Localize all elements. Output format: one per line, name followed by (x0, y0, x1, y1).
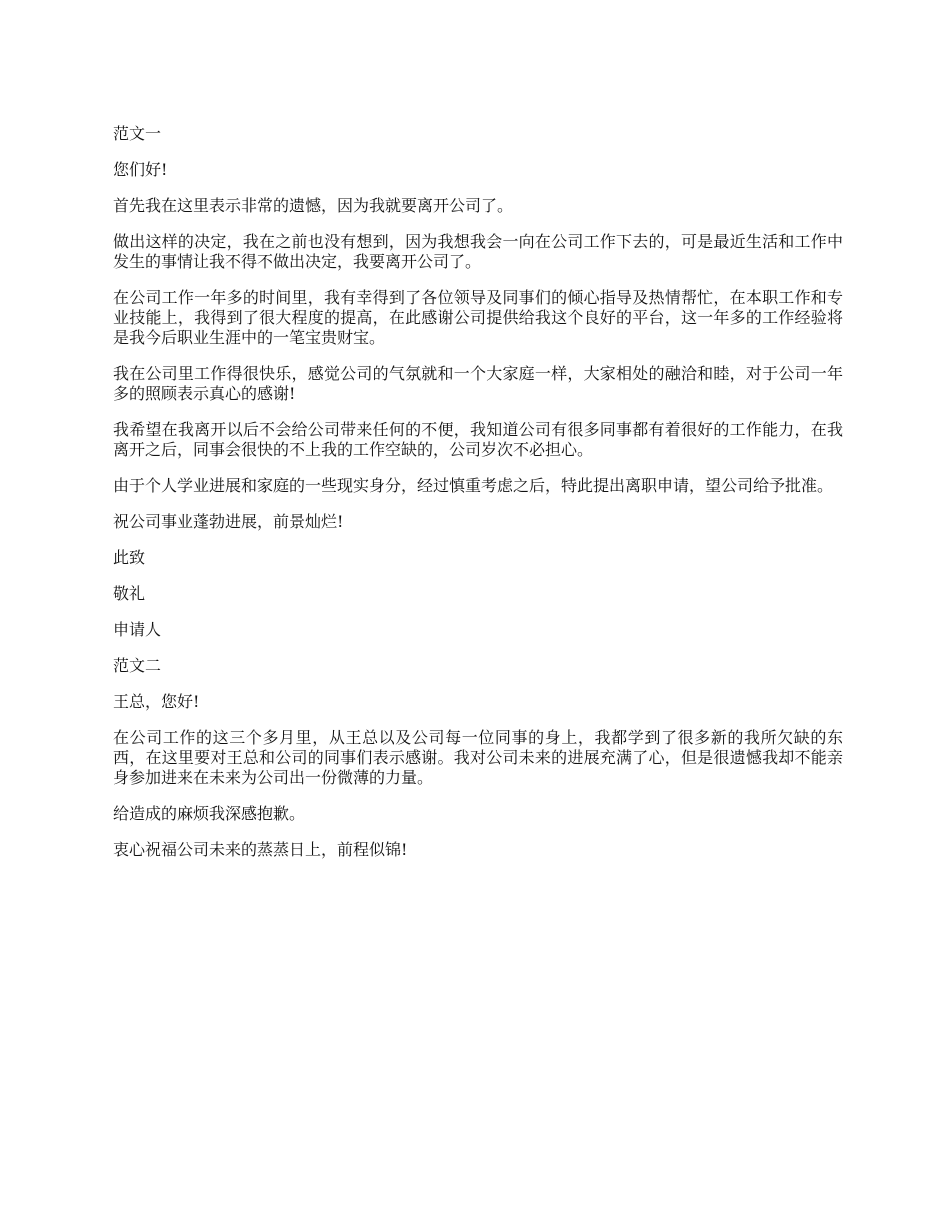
body-paragraph: 在公司工作一年多的时间里，我有幸得到了各位领导及同事们的倾心指导及热情帮忙，在本职工作和专业技能上，我得到了很大程度的提高，在此感谢公司提供给我这个良好的平台，这一年多的工作经验将是我今后职业生涯中的一笔宝贵财宝。 (113, 288, 843, 347)
body-paragraph: 给造成的麻烦我深感抱歉。 (113, 804, 306, 823)
body-paragraph: 在公司工作的这三个多月里，从王总以及公司每一位同事的身上，我都学到了很多新的我所欠缺的东西，在这里要对王总和公司的同事们表示感谢。我对公司未来的进展充满了心，但是很遗憾我却不能亲身参加进来在未来为公司出一份微薄的力量。 (113, 728, 843, 787)
greeting: 王总，您好! (113, 692, 200, 711)
body-paragraph: 我在公司里工作得很快乐，感觉公司的气氛就和一个大家庭一样，大家相处的融洽和睦，对于公司一年多的照顾表示真心的感谢! (113, 364, 843, 403)
closing-wish: 衷心祝福公司未来的蒸蒸日上，前程似锦! (113, 840, 408, 859)
body-paragraph: 做出这样的决定，我在之前也没有想到，因为我想我会一向在公司工作下去的，可是最近生活和工作中发生的事情让我不得不做出决定，我要离开公司了。 (113, 232, 843, 271)
greeting: 您们好! (113, 160, 168, 179)
closing-wish: 祝公司事业蓬勃进展，前景灿烂! (113, 512, 344, 531)
body-paragraph: 由于个人学业进展和家庭的一些现实身分，经过慎重考虑之后，特此提出离职申请，望公司给予批准。 (113, 476, 834, 495)
closing-salutation: 此致 (113, 548, 146, 567)
document-body (113, 124, 843, 876)
signature-label: 申请人 (113, 620, 162, 639)
body-paragraph: 我希望在我离开以后不会给公司带来任何的不便，我知道公司有很多同事都有着很好的工作能力，在我离开之后，同事会很快的不上我的工作空缺的，公司岁次不必担心。 (113, 420, 843, 459)
section-heading-sample-two: 范文二 (113, 656, 162, 675)
section-heading-sample-one: 范文一 (113, 124, 162, 143)
body-paragraph: 首先我在这里表示非常的遗憾，因为我就要离开公司了。 (113, 196, 514, 215)
closing-regards: 敬礼 (113, 584, 146, 603)
